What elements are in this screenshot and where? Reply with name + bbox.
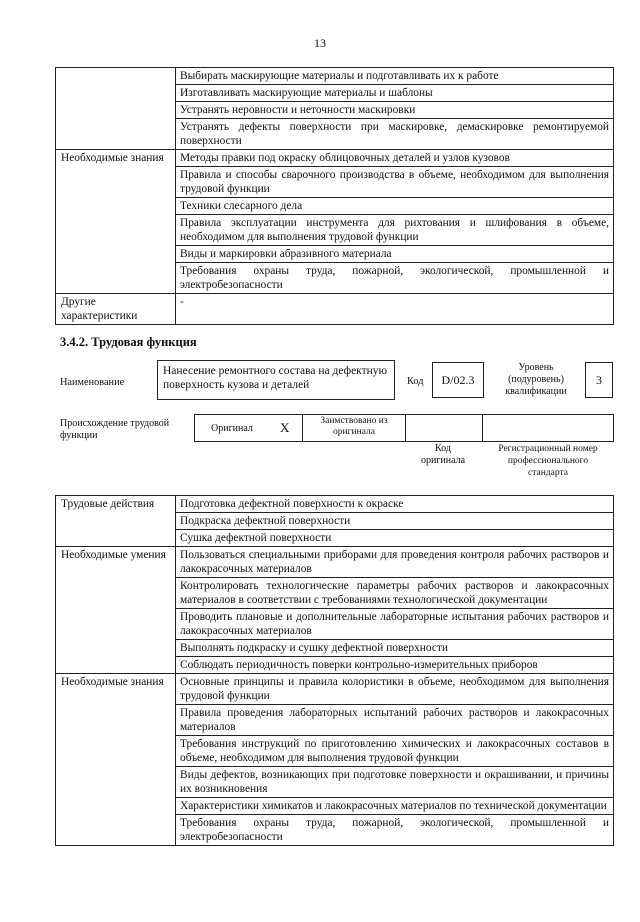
list-item: Пользоваться специальными приборами для проведения контроля рабочих растворов и лакокрасочных материалов (176, 547, 614, 578)
category-cell (56, 68, 176, 150)
list-item: Требования охраны труда, пожарной, экологической, промышленной и электробезопасности (176, 815, 614, 846)
table-row (56, 674, 614, 705)
list-item: Методы правки под окраску облицовочных деталей и узлов кузовов (176, 150, 614, 167)
section-heading: 3.4.2. Трудовая функция (60, 335, 197, 349)
list-item: Техники слесарного дела (176, 198, 614, 215)
level-value-box (585, 362, 613, 398)
list-item: Требования инструкций по приготовлению химических и лакокрасочных составов в объеме, необходимом для выполнения трудовой функции (176, 736, 614, 767)
list-item: Сушка дефектной поверхности (176, 530, 614, 547)
qualification-level: 3 (596, 372, 602, 387)
category-cell-knowledge: Необходимые знания (56, 674, 176, 846)
code-original-caption: Код оригинала (420, 443, 466, 466)
table-row (56, 68, 614, 85)
origin-divider (302, 415, 303, 441)
category-cell-knowledge: Необходимые знания (56, 150, 176, 294)
function-code: D/02.3 (441, 372, 475, 387)
function-name: Нанесение ремонтного состава на дефектную поверхность кузова и деталей (163, 365, 388, 391)
list-item: Выполнять подкраску и сушку дефектной поверхности (176, 640, 614, 657)
table-row (56, 496, 614, 513)
origin-grid (194, 414, 614, 442)
list-item: Правила и способы сварочного производства в объеме, необходимом для выполнения трудовой функции (176, 167, 614, 198)
list-item: Виды и маркировки абразивного материала (176, 246, 614, 263)
category-cell-actions: Трудовые действия (56, 496, 176, 547)
code-value-box (432, 362, 484, 398)
list-item: Подкраска дефектной поверхности (176, 513, 614, 530)
list-item: Правила эксплуатации инструмента для рихтования и шлифования в объеме, необходимом для выполнения трудовой функции (176, 215, 614, 246)
code-label: Код (407, 376, 424, 387)
list-item: Устранять неровности и неточности маскировки (176, 102, 614, 119)
borrowed-label: Заимствовано из оригинала (320, 416, 388, 437)
top-requirements-table (55, 67, 614, 325)
reg-number-caption: Регистрационный номер профессионального стандарта (498, 444, 598, 478)
level-label: Уровень (подуровень) квалификации (505, 362, 567, 397)
table-row (56, 294, 614, 325)
list-item: Устранять дефекты поверхности при маскировке, демаскировке ремонтируемой поверхности (176, 119, 614, 150)
table-row (56, 150, 614, 167)
category-cell-other: Другие характеристики (56, 294, 176, 325)
list-item: Характеристики химикатов и лакокрасочных материалов по технической документации (176, 798, 614, 815)
list-item: Виды дефектов, возникающих при подготовке поверхности и окрашивании, и причины их возникновения (176, 767, 614, 798)
list-item: Проводить плановые и дополнительные лабораторные испытания рабочих растворов и лакокрасочных материалов (176, 609, 614, 640)
list-item: Изготавливать маскирующие материалы и шаблоны (176, 85, 614, 102)
list-item: Контролировать технологические параметры рабочих растворов и лакокрасочных материалов в соответствии с требованиями технологической документации (176, 578, 614, 609)
list-item: Правила проведения лабораторных испытаний рабочих растворов и лакокрасочных материалов (176, 705, 614, 736)
origin-divider (482, 415, 483, 441)
original-label: Оригинал (211, 423, 253, 434)
list-item: Основные принципы и правила колористики в объеме, необходимом для выполнения трудовой функции (176, 674, 614, 705)
page-number: 13 (314, 36, 326, 50)
labor-function-table (55, 495, 614, 846)
category-cell-skills: Необходимые умения (56, 547, 176, 674)
origin-label: Происхождение трудовой функции (60, 418, 170, 441)
original-mark: X (280, 420, 290, 435)
origin-divider (405, 415, 406, 441)
list-item: Подготовка дефектной поверхности к окраске (176, 496, 614, 513)
list-item: Требования охраны труда, пожарной, экологической, промышленной и электробезопасности (176, 263, 614, 294)
list-item: Соблюдать периодичность поверки контрольно-измерительных приборов (176, 657, 614, 674)
name-value-box (157, 360, 395, 400)
list-item: Выбирать маскирующие материалы и подготавливать их к работе (176, 68, 614, 85)
name-label: Наименование (60, 377, 125, 388)
list-item: - (176, 294, 614, 325)
table-row (56, 547, 614, 578)
